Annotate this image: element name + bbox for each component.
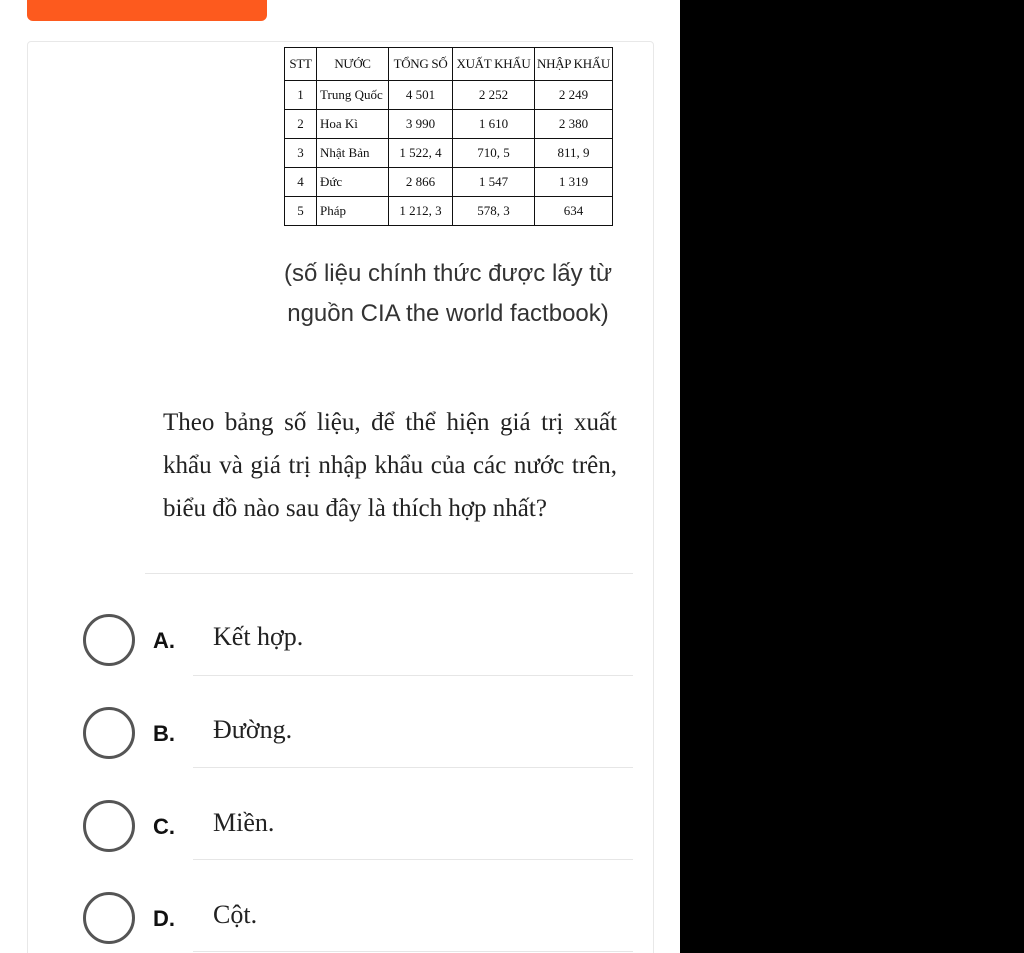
source-note: (số liệu chính thức được lấy từ nguồn CIA the world factbook)	[283, 260, 613, 327]
cell-country: Trung Quốc	[317, 81, 389, 110]
option-a[interactable]	[83, 612, 643, 672]
cell-export: 1 547	[453, 168, 535, 197]
cell-stt: 4	[285, 168, 317, 197]
option-divider	[193, 675, 633, 676]
radio-option-b[interactable]	[83, 707, 135, 759]
cell-import: 634	[535, 197, 613, 226]
cell-stt: 5	[285, 197, 317, 226]
option-b[interactable]	[83, 705, 643, 765]
cell-import: 2 249	[535, 81, 613, 110]
header-total: TỔNG SỐ	[389, 48, 453, 81]
table-row	[285, 139, 613, 168]
option-letter: C.	[153, 814, 175, 839]
cell-export: 1 610	[453, 110, 535, 139]
cell-country: Hoa Kì	[317, 110, 389, 139]
radio-option-c[interactable]	[83, 800, 135, 852]
header-country: NƯỚC	[317, 48, 389, 81]
option-divider	[193, 859, 633, 860]
option-divider	[193, 951, 633, 952]
option-divider	[193, 767, 633, 768]
cell-stt: 3	[285, 139, 317, 168]
option-d[interactable]	[83, 890, 643, 950]
option-text: Đường.	[213, 715, 293, 744]
header-import: NHẬP KHẨU	[535, 48, 613, 81]
submit-button[interactable]	[27, 0, 267, 21]
table-row	[285, 197, 613, 226]
cell-country: Đức	[317, 168, 389, 197]
cell-total: 1 522, 4	[389, 139, 453, 168]
cell-total: 2 866	[389, 168, 453, 197]
header-export: XUẤT KHẨU	[453, 48, 535, 81]
cell-total: 4 501	[389, 81, 453, 110]
header-stt: STT	[285, 48, 317, 81]
cell-import: 811, 9	[535, 139, 613, 168]
cell-export: 710, 5	[453, 139, 535, 168]
cell-export: 2 252	[453, 81, 535, 110]
table-header-row	[285, 48, 613, 81]
cell-total: 3 990	[389, 110, 453, 139]
option-c[interactable]	[83, 798, 643, 858]
cell-import: 1 319	[535, 168, 613, 197]
option-text: Cột.	[213, 900, 258, 929]
radio-option-a[interactable]	[83, 614, 135, 666]
cell-total: 1 212, 3	[389, 197, 453, 226]
cell-country: Nhật Bản	[317, 139, 389, 168]
radio-option-d[interactable]	[83, 892, 135, 944]
cell-export: 578, 3	[453, 197, 535, 226]
question-divider	[145, 573, 633, 574]
table-row	[285, 81, 613, 110]
option-text: Miền.	[213, 808, 275, 837]
table-row	[285, 168, 613, 197]
option-text: Kết hợp.	[213, 622, 304, 651]
cell-stt: 2	[285, 110, 317, 139]
option-letter: D.	[153, 906, 175, 931]
table-row	[285, 110, 613, 139]
data-table	[284, 47, 613, 226]
option-letter: A.	[153, 628, 175, 653]
option-letter: B.	[153, 721, 175, 746]
cell-country: Pháp	[317, 197, 389, 226]
question-text: Theo bảng số liệu, để thể hiện giá trị xuất khẩu và giá trị nhập khẩu của các nước trên, biểu đồ nào sau đây là thích hợp nhất?	[163, 409, 617, 522]
cell-stt: 1	[285, 81, 317, 110]
cell-import: 2 380	[535, 110, 613, 139]
